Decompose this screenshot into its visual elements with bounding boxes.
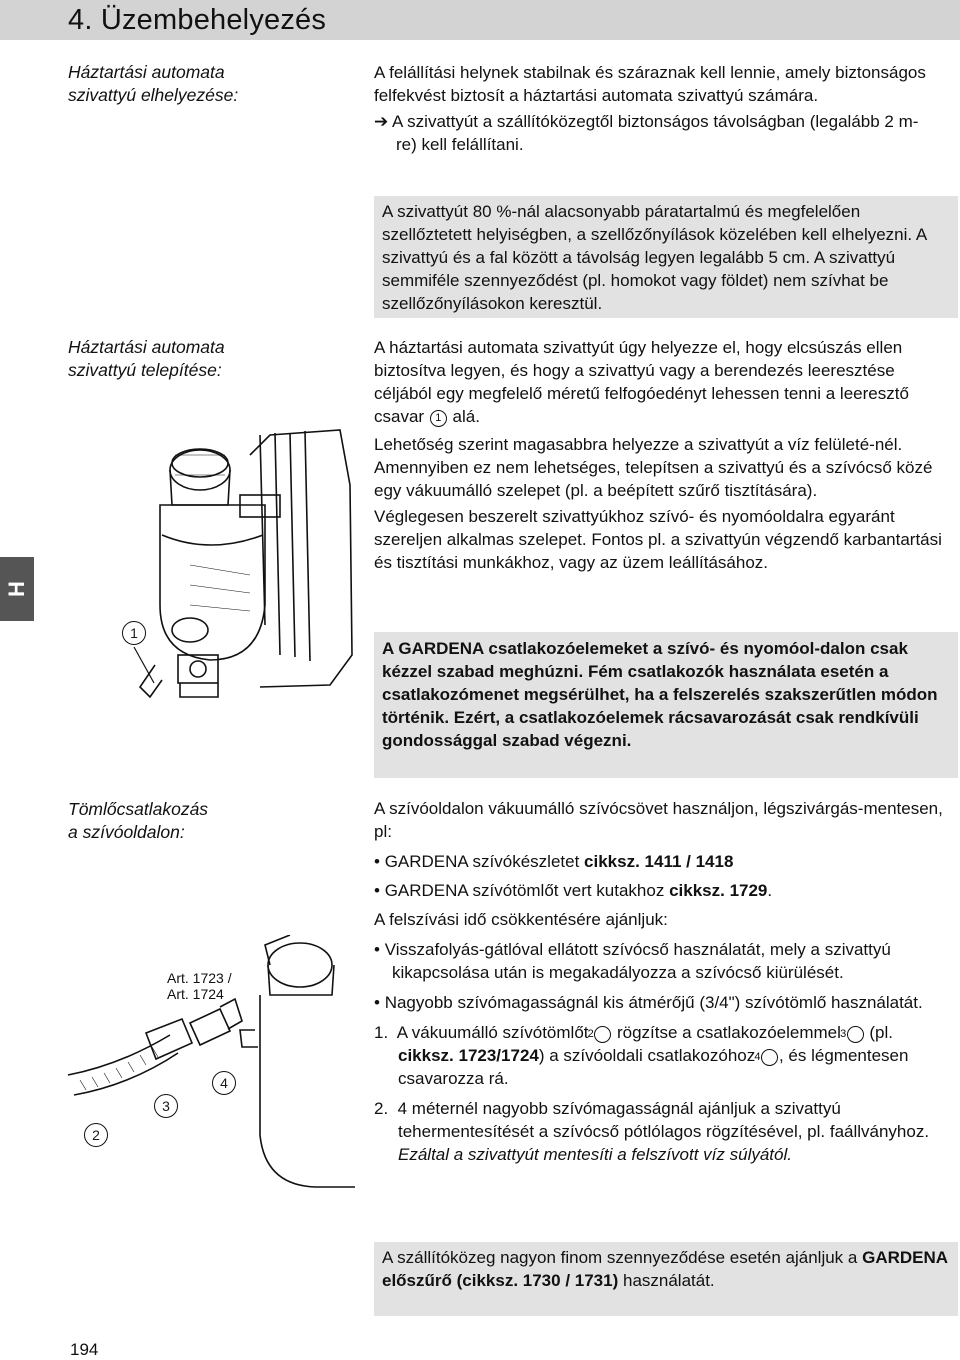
text-run: A vákuumálló szívótömlőt: [396, 1023, 589, 1042]
arrow-icon: ➔: [374, 112, 389, 131]
language-tab-label: H: [3, 581, 29, 597]
callout-2: 2: [594, 1026, 611, 1043]
text-run: Visszafolyás-gátlóval ellátott szívócső használatát, mely a szivattyú kikapcsolása után is megakadályozza a szívócső kiürülését.: [384, 940, 891, 982]
text-run: (pl.: [869, 1023, 893, 1042]
label-line: Tömlőcsatlakozás: [68, 799, 209, 819]
bullet-item: • Nagyobb szívómagasságnál kis átmérőjű (3/4") szívótömlő használatát.: [374, 993, 923, 1012]
callout-leader-line: [130, 645, 170, 690]
text-run: GARDENA szívókészletet: [384, 852, 580, 871]
section-label-hose: [68, 798, 338, 844]
page-title: 4. Üzembehelyezés: [68, 4, 327, 36]
figure-callout-4: 4: [212, 1071, 236, 1095]
text-run: A szállítóközeg nagyon finom szennyeződése esetén ajánljuk a: [382, 1248, 858, 1267]
article-number: cikksz. 1729: [669, 881, 768, 900]
bullet-item: • Visszafolyás-gátlóval ellátott szívócső használatát, mely a szivattyú kikapcsolása után is megakadályozza a szívócső kiürülését.: [374, 940, 891, 982]
text-run: használatát.: [622, 1271, 715, 1290]
figure-art-label: [167, 970, 232, 1002]
text-run: rögzítse a csatlakozóelemmel: [616, 1023, 841, 1042]
figure-callout-2: 2: [84, 1123, 108, 1147]
article-number: cikksz. 1411 / 1418: [584, 852, 734, 871]
placement-text: [374, 61, 934, 156]
numbered-item: 2. 4 méternél nagyobb szívómagasságnál ajánljuk a szivattyú tehermentesítését a szívócső pótlólagos rögzítésével, pl. faállványhoz. Ezáltal a szivattyút mentesíti a felszívott víz súlyától.: [374, 1099, 930, 1164]
arrow-text: A szivattyút a szállítóközegtől biztonságos távolságban (legalább 2 m-re) kell felállítani.: [392, 112, 919, 154]
text-run: alá.: [452, 407, 480, 426]
paragraph: Lehetőség szerint magasabbra helyezze a szivattyút a víz felületé-nél. Amennyiben ez nem lehetséges, telepítsen a szivattyú és a szívócső közé egy vákuumálló szelepet (pl. a beépített szűrő tisztítására).: [374, 435, 933, 500]
callout-4: 4: [761, 1049, 778, 1066]
section-label-installation: [68, 336, 338, 382]
hose-text: [374, 797, 944, 1166]
paragraph: [374, 336, 944, 428]
figure-callout-3: 3: [154, 1094, 178, 1118]
label-line: szivattyú telepítése:: [68, 360, 222, 380]
text-run: GARDENA szívótömlőt vert kutakhoz: [384, 881, 665, 900]
bullet-item: • GARDENA szívókészletet cikksz. 1411 / 1418: [374, 852, 734, 871]
paragraph: A felállítási helynek stabilnak és száraznak kell lennie, amely biztonságos felfekvést biztosít a háztartási automata szivattyú számára.: [374, 63, 926, 105]
installation-text: [374, 336, 944, 574]
note-box-ventilation: [374, 196, 958, 318]
text-run: ) a szívóoldali csatlakozóhoz: [538, 1046, 756, 1065]
text-run: Nagyobb szívómagasságnál kis átmérőjű (3/4") szívótömlő használatát.: [384, 993, 923, 1012]
numbered-item: 1. A vákuumálló szívótömlőt 2 rögzítse a csatlakozóelemmel 3 (pl. cikksz. 1723/1724) a szívóoldali csatlakozóhoz 4 , és légmentesen csavarozza rá.: [374, 1023, 909, 1088]
arrow-paragraph: [374, 110, 934, 156]
label-line: Háztartási automata: [68, 62, 225, 82]
note-box-prefilter: [374, 1242, 958, 1316]
paragraph: A szívóoldalon vákuumálló szívócsövet használjon, légszivárgás-mentesen, pl:: [374, 799, 943, 841]
label-line: szivattyú elhelyezése:: [68, 85, 239, 105]
warning-text: A GARDENA csatlakozóelemeket a szívó- és nyomóol-dalon csak kézzel szabad meghúzni. Fém csatlakozók használata esetén a csatlakozómenet megsérülhet, ha a felszerelés szakszerűtlen módon történik. Ezért, a csatlakozóelemek rácsavarozását csak rendkívüli gondossággal szabad végezni.: [382, 639, 938, 750]
art-label-line: Art. 1724: [167, 986, 224, 1002]
warning-box-connectors: [374, 632, 958, 778]
label-line: a szívóoldalon:: [68, 822, 185, 842]
paragraph: Véglegesen beszerelt szivattyúkhoz szívó- és nyomóoldalra egyaránt szereljen alkalmas szelepet. Fontos pl. a szivattyún végzendő karbantartási és tisztítási munkákhoz, vagy az üzem leállításához.: [374, 507, 942, 572]
label-line: Háztartási automata: [68, 337, 225, 357]
callout-3: 3: [847, 1026, 864, 1043]
article-number: GARDENA előszűrő (cikksz. 1730 / 1731): [382, 1248, 948, 1290]
language-tab: [0, 557, 34, 621]
text-run: A háztartási automata szivattyút úgy helyezze el, hogy elcsúszás ellen biztosítva legyen, és hogy a szivattyú vagy a berendezés leeresztése céljából egy megfelelő méretű felfogóedényt lehessen tenni a leeresztő csavar: [374, 338, 909, 426]
text-run: .: [767, 881, 773, 900]
paragraph: A felszívási idő csökkentésére ajánljuk:: [374, 910, 668, 929]
callout-1: 1: [430, 410, 447, 427]
art-label-line: Art. 1723 /: [167, 970, 232, 986]
article-number: cikksz. 1723/1724: [398, 1046, 539, 1065]
note-text: [382, 1246, 950, 1292]
section-label-placement: [68, 61, 338, 107]
italic-note: Ezáltal a szivattyút mentesíti a felszívott víz súlyától.: [398, 1145, 792, 1164]
text-run: 4 méternél nagyobb szívómagasságnál ajánljuk a szivattyú tehermentesítését a szívócső pótlólagos rögzítésével, pl. faállványhoz.: [397, 1099, 930, 1141]
page-number: 194: [70, 1340, 99, 1359]
figure-callout-1: 1: [122, 621, 146, 645]
bullet-item: • GARDENA szívótömlőt vert kutakhoz cikksz. 1729.: [374, 881, 773, 900]
text-run: , és légmentesen csavarozza rá.: [398, 1046, 909, 1088]
note-text: A szivattyút 80 %-nál alacsonyabb páratartalmú és megfelelően szellőztetett helyiségben, a szellőzőnyílások közelében kell elhelyezni. A szivattyú és a fal között a távolság legyen legalább 5 cm. A szivattyú semmiféle szennyeződést (pl. homokot vagy földet) nem szívhat be szellőzőnyílásokon keresztül.: [382, 202, 927, 313]
